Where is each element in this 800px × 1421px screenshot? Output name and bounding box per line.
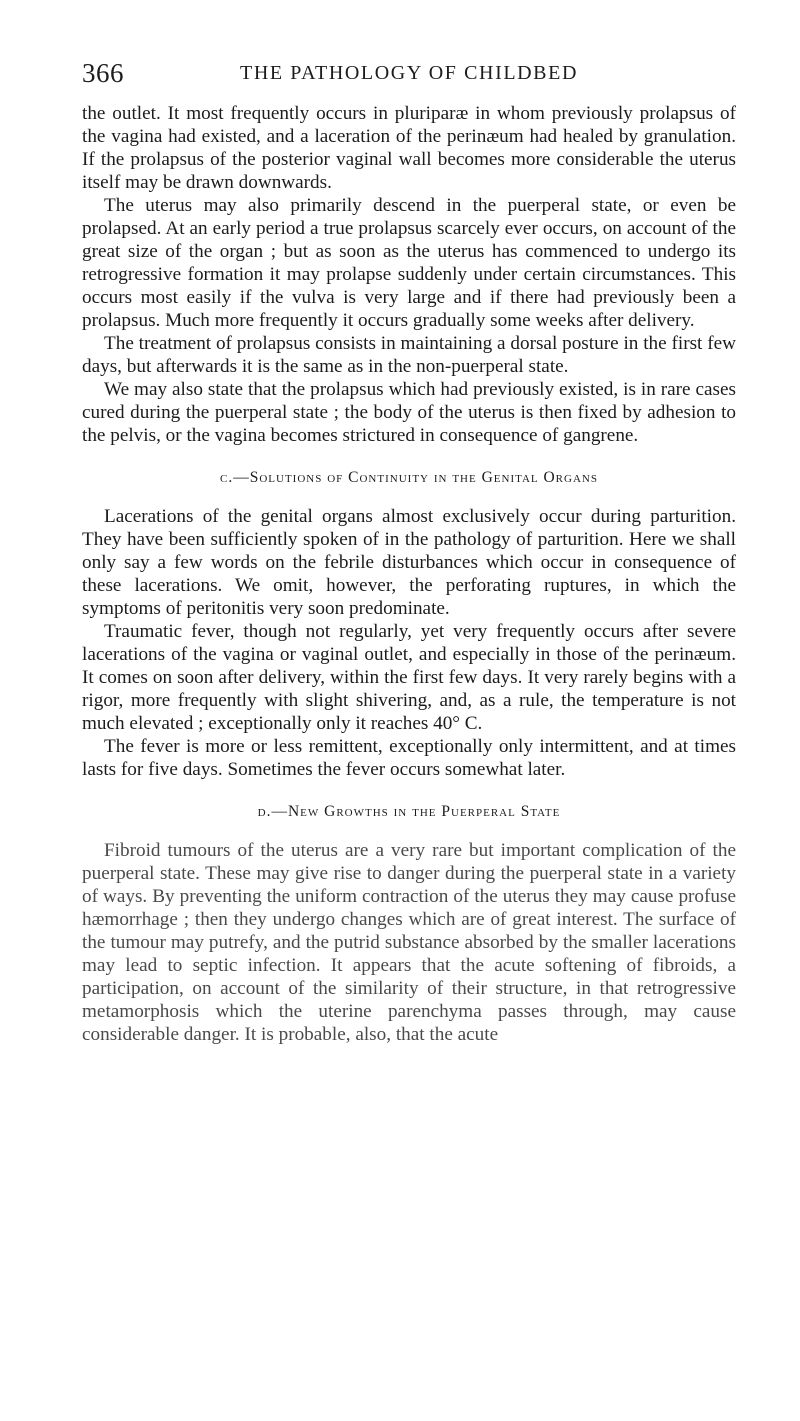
paragraph: The fever is more or less remittent, exceptionally only intermittent, and at times lasts for five days. Sometimes the fever occurs somewhat later.	[82, 736, 736, 780]
page-header	[82, 58, 736, 92]
paragraph: We may also state that the prolapsus which had previously existed, is in rare cases cured during the puerperal state ; the body of the uterus is then fixed by adhesion to the pelvis, or the vagina becomes strictured in consequence of gangrene.	[82, 379, 736, 446]
paragraph: The treatment of prolapsus consists in maintaining a dorsal posture in the first few days, but afterwards it is the same as in the non-puerperal state.	[82, 333, 736, 377]
paragraph-continued: the outlet. It most frequently occurs in pluriparæ in whom previously prolapsus of the vagina had existed, and a laceration of the perinæum had healed by granulation. If the prolapsus of the posterior vaginal wall becomes more considerable the uterus itself may be drawn downwards.	[82, 103, 736, 193]
section-heading-c: c.—Solutions of Continuity in the Genital Organs	[220, 469, 598, 486]
paragraph: Fibroid tumours of the uterus are a very rare but important complication of the puerperal state. These may give rise to danger during the puerperal state in a variety of ways. By preventing the uniform contraction of the uterus they may cause profuse hæmorrhage ; then they undergo changes which are of great interest. The surface of the tumour may putrefy, and the putrid substance absorbed by the smaller lacerations may lead to septic infection. It appears that the acute softening of fibroids, a participation, on account of the similarity of their structure, in that retrogressive metamorphosis which the uterine parenchyma passes through, may cause considerable danger. It is probable, also, that the acute	[82, 840, 736, 1045]
paragraph: Traumatic fever, though not regularly, yet very frequently occurs after severe lacerations of the vagina or vaginal outlet, and especially in those of the perinæum. It comes on soon after delivery, within the first few days. It very rarely begins with a rigor, more frequently with slight shivering, and, as a rule, the temperature is not much elevated ; exceptionally only it reaches 40° C.	[82, 621, 736, 734]
book-page	[82, 58, 736, 1046]
section-heading-d: d.—New Growths in the Puerperal State	[257, 803, 561, 820]
paragraph: Lacerations of the genital organs almost exclusively occur during parturition. They have been sufficiently spoken of in the pathology of parturition. Here we shall only say a few words on the febrile disturbances which occur in consequence of these lacerations. We omit, however, the perforating ruptures, in which the symptoms of peritonitis very soon predominate.	[82, 506, 736, 619]
running-head: THE PATHOLOGY OF CHILDBED	[240, 62, 578, 84]
page-number: 366	[82, 58, 124, 88]
paragraph: The uterus may also primarily descend in the puerperal state, or even be prolapsed. At an early period a true prolapsus scarcely ever occurs, on account of the great size of the organ ; but as soon as the uterus has commenced to undergo its retrogressive formation it may prolapse suddenly under certain circumstances. This occurs most easily if the vulva is very large and if there had previously been a prolapsus. Much more frequently it occurs gradually some weeks after delivery.	[82, 195, 736, 331]
